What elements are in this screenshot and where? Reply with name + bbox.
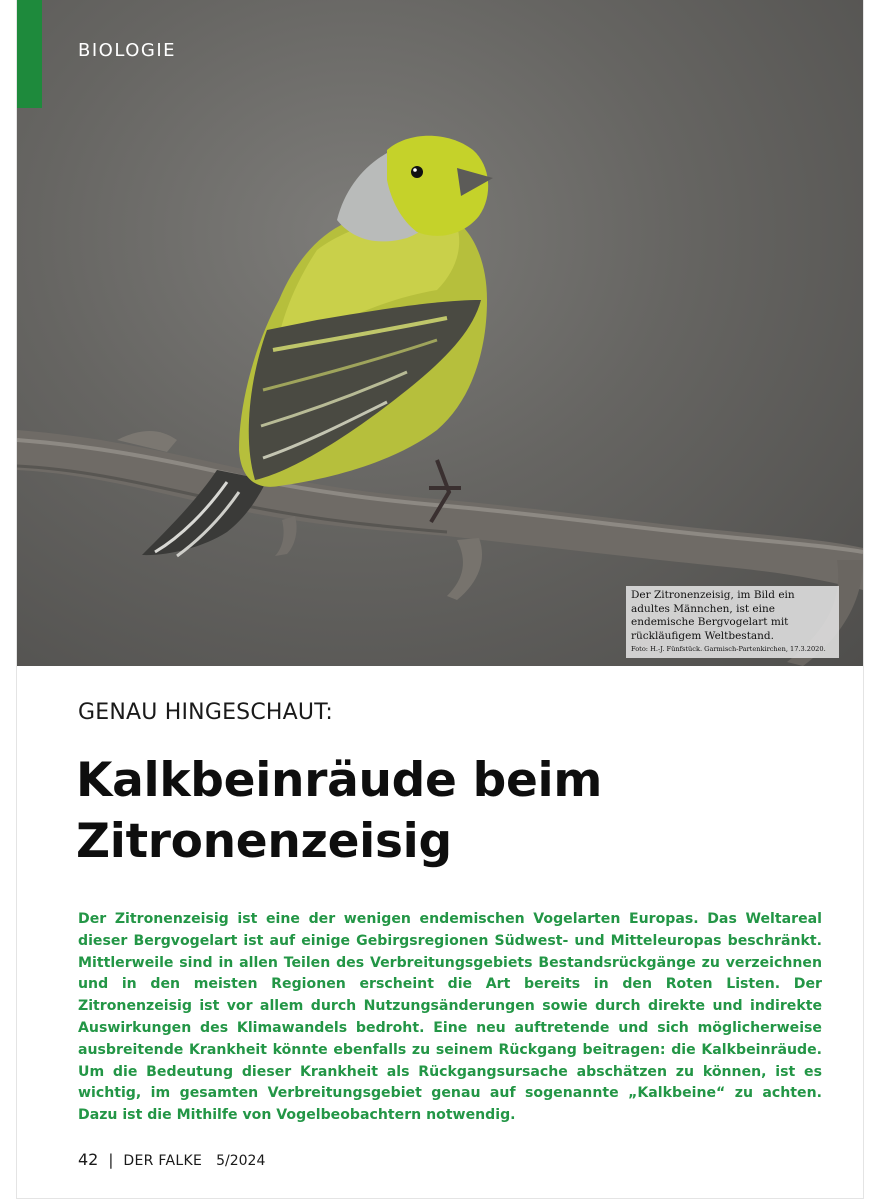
caption-text: Der Zitronenzeisig, im Bild ein adultes Männchen, ist eine endemische Bergvogelart mit rückläufigem Weltbestand. xyxy=(631,589,795,642)
article-title xyxy=(76,750,836,872)
magazine-page xyxy=(16,0,864,1199)
article-kicker: GENAU HINGESCHAUT: xyxy=(78,700,334,725)
page-number: 42 xyxy=(78,1150,99,1169)
section-accent-bar xyxy=(17,0,42,108)
bird-on-branch-illustration xyxy=(17,0,863,666)
magazine-name: DER FALKE xyxy=(123,1153,203,1169)
article-lead: Der Zitronenzeisig ist eine der wenigen endemischen Vogelarten Europas. Das Weltareal dieser Bergvogelart ist auf einige Gebirgsregionen Südwest- und Mitteleuropas beschränkt. Mittlerweile sind in allen Teilen des Verbreitungsgebiets Bestandsrückgänge zu verzeichnen und in den meisten Regionen erscheint die Art bereits in den Roten Listen. Der Zitronenzeisig ist vor allem durch Nutzungsänderungen sowie durch direkte und indirekte Auswirkungen des Klimawandels bedroht. Eine neu auftretende und sich möglicherweise ausbreitende Krankheit könnte ebenfalls zu seinem Rückgang beitragen: die Kalkbeinräude. Um die Bedeutung dieser Krankheit als Rückgangsursache abschätzen zu können, ist es wichtig, im gesamten Verbreitungsgebiet genau auf sogenannte „Kalkbeine“ zu achten. Dazu ist die Mithilfe von Vogelbeobachtern notwendig. xyxy=(78,911,822,1124)
hero-photo xyxy=(17,0,863,666)
page-footer xyxy=(78,1150,265,1169)
title-line-2: Zitronenzeisig xyxy=(76,814,452,869)
photo-credit: Foto: H.-J. Fünfstück. Garmisch-Partenkirchen, 17.3.2020. xyxy=(631,645,826,653)
footer-separator: | xyxy=(108,1151,114,1169)
title-line-1: Kalkbeinräude beim xyxy=(76,753,603,808)
issue-number: 5/2024 xyxy=(216,1153,266,1169)
photo-caption xyxy=(626,586,839,658)
section-label: BIOLOGIE xyxy=(78,40,177,61)
